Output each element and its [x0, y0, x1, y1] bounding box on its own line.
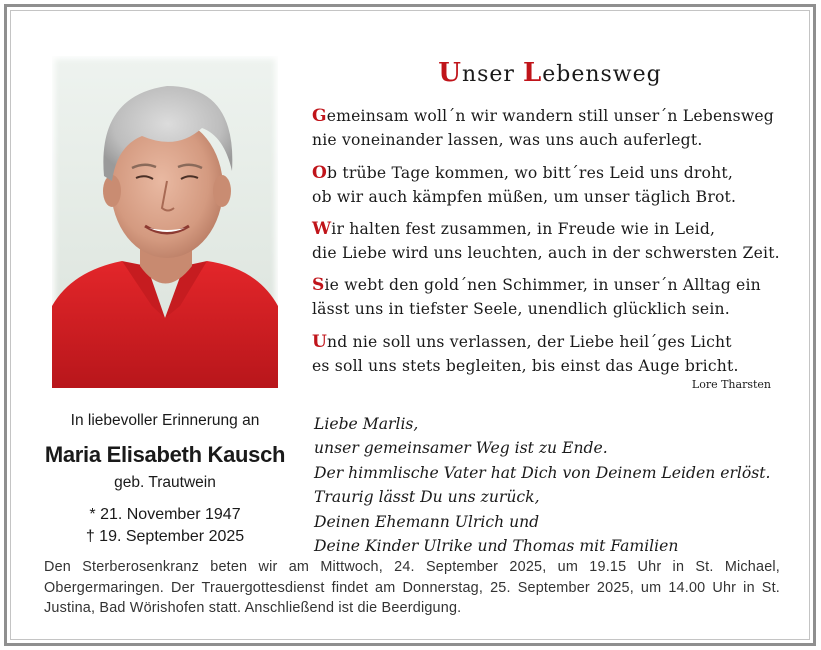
- stanza-line: die Liebe wird uns leuchten, auch in der schwersten Zeit.: [312, 244, 780, 262]
- poem-title-part: ebensweg: [542, 62, 662, 87]
- stanza-line: b trübe Tage kommen, wo bitt´res Leid uns droht,: [327, 164, 734, 182]
- letter-line: Deine Kinder Ulrike und Thomas mit Familien: [314, 537, 679, 556]
- stanza-initial: W: [312, 219, 332, 239]
- poem-title-part: nser: [461, 62, 523, 87]
- stanza-initial: O: [312, 163, 328, 183]
- stanza-initial: G: [312, 106, 327, 126]
- poem-title-initial: L: [522, 58, 543, 88]
- stanza-initial: U: [312, 332, 328, 352]
- poem-stanza: [312, 104, 807, 152]
- letter-line: Traurig lässt Du uns zurück,: [314, 488, 540, 507]
- poem-stanza: [312, 273, 807, 321]
- birth-name: geb. Trautwein: [114, 474, 216, 491]
- letter-line: unser gemeinsamer Weg ist zu Ende.: [314, 439, 608, 458]
- letter-line: Liebe Marlis,: [314, 415, 419, 433]
- stanza-initial: S: [312, 275, 325, 295]
- poem-title: [300, 58, 800, 88]
- stanza-line: lässt uns in tiefster Seele, unendlich glücklich sein.: [312, 300, 730, 318]
- stanza-line: ie webt den gold´nen Schimmer, in unser´n Alltag ein: [324, 276, 761, 294]
- stanza-line: nie voneinander lassen, was uns auch auferlegt.: [312, 131, 703, 149]
- portrait-photo: [52, 56, 278, 388]
- death-date: † 19. September 2025: [85, 528, 245, 545]
- service-details: Den Sterberosenkranz beten wir am Mittwoch, 24. September 2025, um 19.15 Uhr in St. Michael, Obergermaringen. Der Trauergottesdienst findet am Donnerstag, 25. September 2025, um 14.00 Uhr in St. Justina, Bad Wörishofen statt. Anschließend ist die Beerdigung.: [44, 559, 780, 617]
- stanza-line: nd nie soll uns verlassen, der Liebe heil´ges Licht: [327, 333, 732, 351]
- stanza-line: ir halten fest zusammen, in Freude wie in Leid,: [331, 220, 716, 238]
- stanza-line: ob wir auch kämpfen müßen, um unser täglich Brot.: [312, 188, 737, 206]
- letter-line: Der himmlische Vater hat Dich von Deinem Leiden erlöst.: [314, 463, 771, 482]
- birth-date: * 21. November 1947: [89, 506, 241, 523]
- poem-stanza: [312, 330, 807, 378]
- farewell-letter: [314, 412, 794, 558]
- stanza-line: es soll uns stets begleiten, bis einst das Auge bricht.: [312, 357, 739, 375]
- poem-stanza: [312, 161, 807, 209]
- poem-title-initial: U: [438, 58, 462, 88]
- memorial-intro: In liebevoller Erinnerung an: [70, 412, 260, 429]
- stanza-line: emeinsam woll´n wir wandern still unser´n Lebensweg: [326, 107, 774, 125]
- letter-line: Deinen Ehemann Ulrich und: [314, 512, 540, 531]
- deceased-name: Maria Elisabeth Kausch: [44, 442, 286, 467]
- poem-stanza: [312, 217, 807, 265]
- poem-author: Lore Tharsten: [691, 378, 771, 391]
